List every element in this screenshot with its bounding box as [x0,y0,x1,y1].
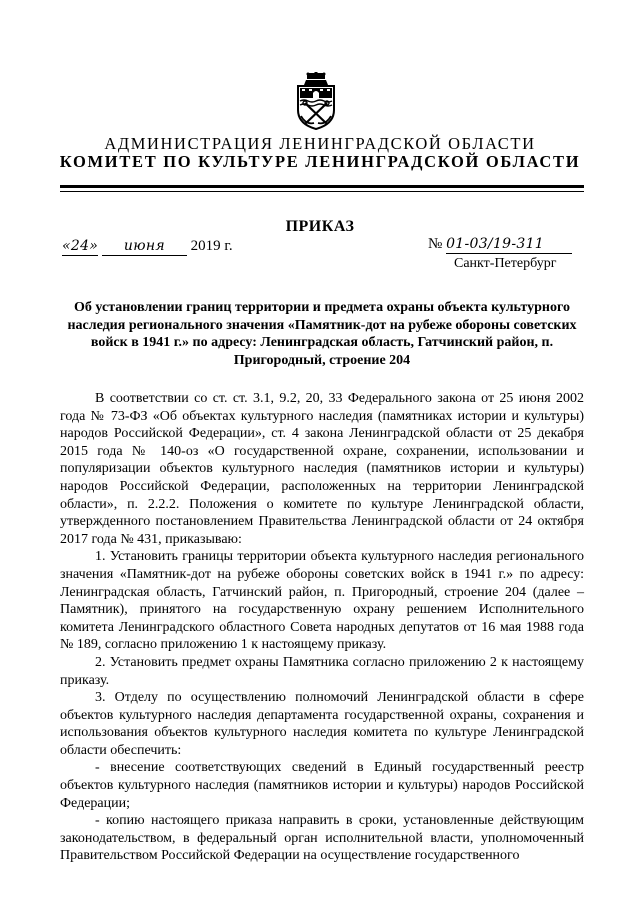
order-body [60,390,584,865]
date-day: «24» [62,238,99,254]
coat-of-arms-icon [292,72,340,130]
order-subject: Об установлении границ территории и предмета охраны объекта культурного наследия регионального значения «Памятник-дот на рубеже обороны советских войск в 1941 г.» по адресу: Ленинградская область, Гатчинский район, п. Пригородный, строение 204 [67,300,577,368]
order-number [428,235,572,254]
committee-name: КОМИТЕТ ПО КУЛЬТУРЕ ЛЕНИНГРАДСКОЙ ОБЛАСТИ [59,152,581,171]
clause-3-item-copy: - копию настоящего приказа направить в сроки, установленные действующим законодательством, в федеральный орган исполнительной власти, уполномоченный Правительством Российской Федерации на осуществление государственного [60,813,584,864]
order-date [62,237,233,256]
date-month: июня [102,237,187,256]
clause-3-item-registry: - внесение соответствующих сведений в Единый государственный реестр объектов культурного наследия (памятников истории и культуры) народов Российской Федерации; [60,760,584,811]
clause-2-paragraph: 2. Установить предмет охраны Памятника согласно приложению 2 к настоящему приказу. [60,654,584,688]
preamble-paragraph: В соответствии со ст. ст. 3.1, 9.2, 20, 33 Федерального закона от 25 июня 2002 года № 73-ФЗ «Об объектах культурного наследия (памятниках истории и культуры) народов Российской Федерации», ст. 4 закона Ленинградской области от 25 декабря 2015 года № 140-оз «О государственной охране, сохранении, использовании и популяризации объектов культурного наследия (памятников истории и культуры) народов Российской Федерации, расположенных на территории Ленинградской области», п. 2.2.2. Положения о комитете по культуре Ленинградской области, утвержденного постановлением Правительства Ленинградской области от 24 октября 2017 года № 431, приказываю: [60,391,584,547]
number-value: 01-03/19-311 [446,235,572,254]
date-year: 2019 г. [190,238,233,254]
clause-1-paragraph: 1. Установить границы территории объекта культурного наследия регионального значения «Памятник-дот на рубеже обороны советских войск в 1941 г.» по адресу: Ленинградская область, Гатчинский район, п. Пригородный, строение 204 (далее – Памятник), принятого на государственную охрану решением Исполнительного комитета Ленинградского областного Совета народных депутатов от 16 мая 1988 года № 189, согласно приложению 1 к настоящему приказу. [60,549,584,653]
number-prefix: № [428,236,443,252]
header-divider-thick [60,185,584,188]
header-divider-thin [60,191,584,192]
issue-city: Санкт-Петербург [454,256,557,271]
administration-name: АДМИНИСТРАЦИЯ ЛЕНИНГРАДСКОЙ ОБЛАСТИ [104,134,536,153]
clause-3-paragraph: 3. Отделу по осуществлению полномочий Ленинградской области в сфере объектов культурного наследия департамента государственной охраны, сохранения и использования объектов культурного наследия комитета по культуре Ленинградской области обеспечить: [60,690,584,758]
order-title: ПРИКАЗ [285,218,355,235]
